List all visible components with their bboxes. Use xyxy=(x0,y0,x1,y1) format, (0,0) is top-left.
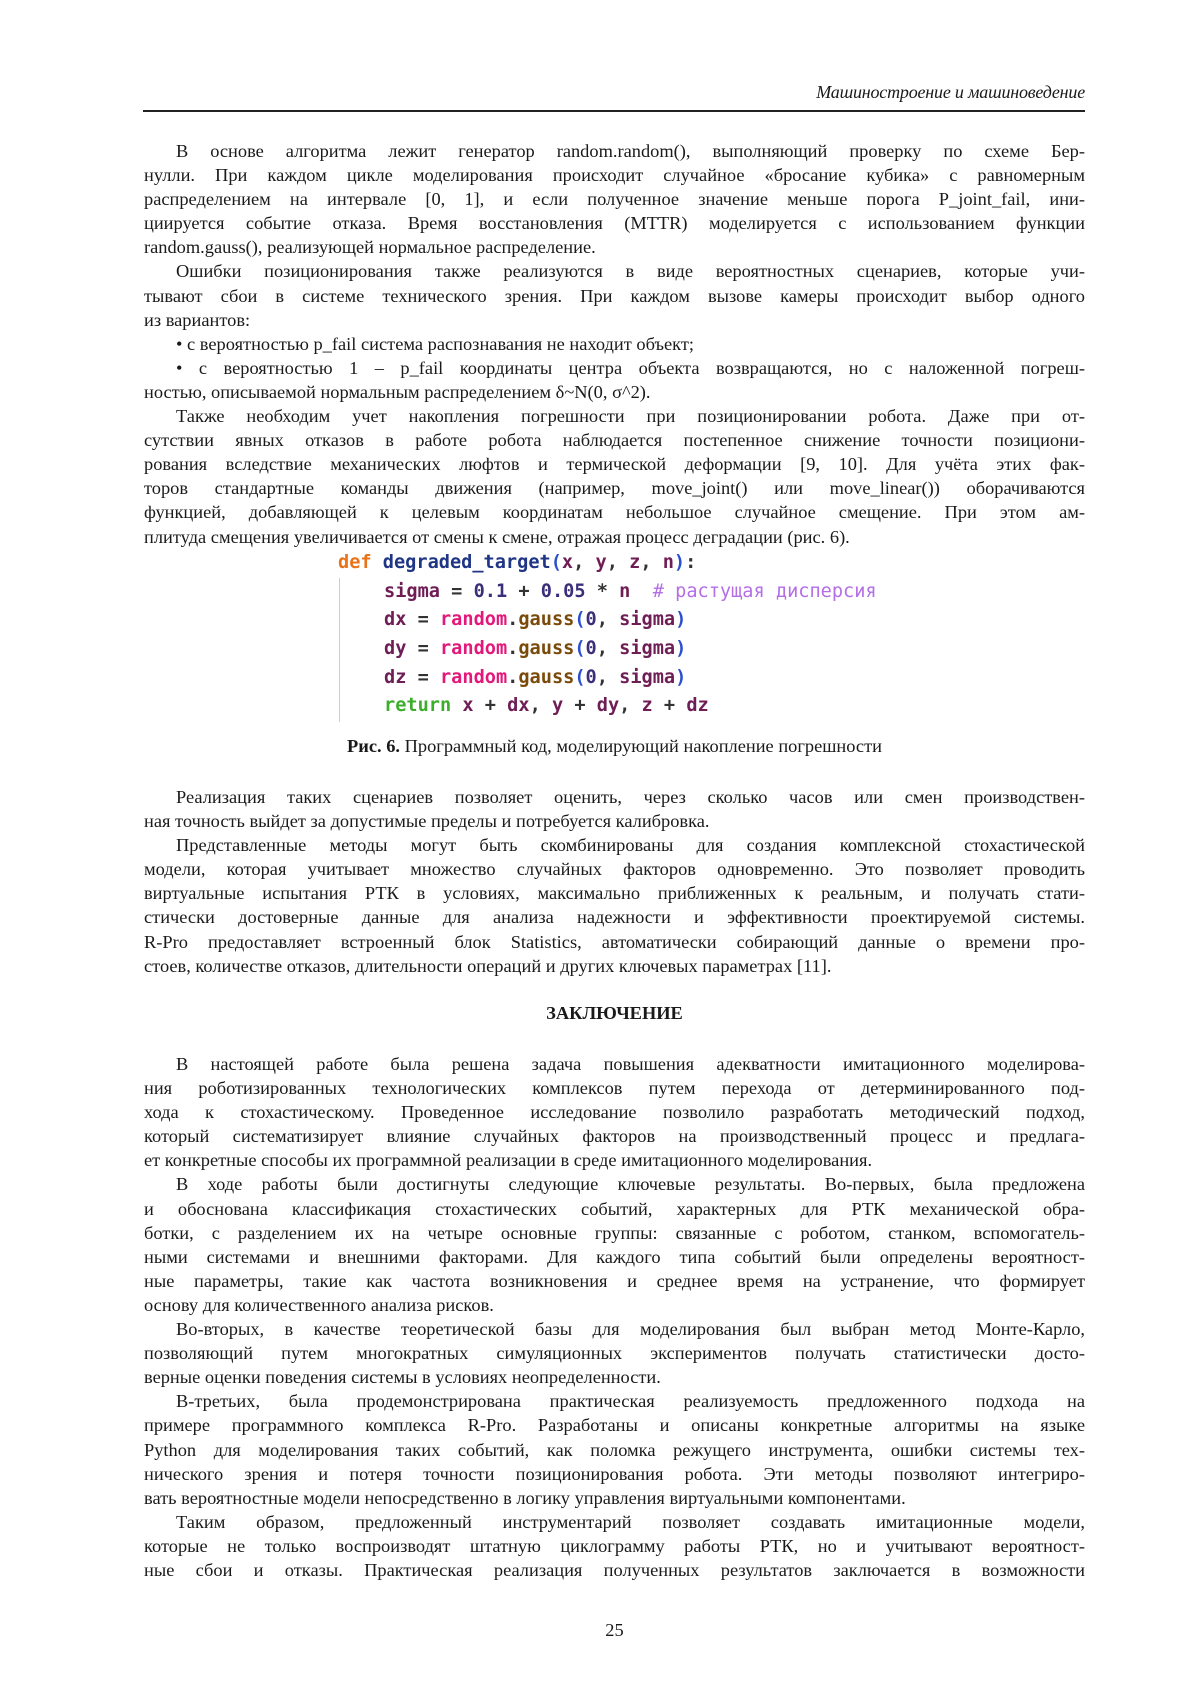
paragraph-line: плитуда смещения увеличивается от смены к смене, отражая процесс деградации (рис. 6). xyxy=(144,525,1085,549)
code-token: dz xyxy=(686,695,708,716)
paragraph-line: основу для количественного анализа рисков. xyxy=(144,1293,1085,1317)
paragraph-line: В основе алгоритма лежит генератор random.random(), выполняющий проверку по схеме Бер- xyxy=(144,139,1085,163)
code-token: random xyxy=(440,638,507,659)
body-section-1 xyxy=(144,139,1085,549)
code-token: gauss xyxy=(518,609,574,630)
code-token: , xyxy=(607,552,629,573)
paragraph-line: нулли. При каждом цикле моделирования происходит случайное «бросание кубика» с равномерным xyxy=(144,163,1085,187)
paragraph-line: тывают сбои в системе технического зрения. При каждом вызове камеры происходит выбор одного xyxy=(144,284,1085,308)
code-token: , xyxy=(640,552,662,573)
paragraph-line: Также необходим учет накопления погрешности при позиционировании робота. Даже при от- xyxy=(144,404,1085,428)
code-token: sigma xyxy=(619,667,675,688)
paragraph-line: вать вероятностные модели непосредственно в логику управления виртуальными компонентами. xyxy=(144,1486,1085,1510)
code-token: + xyxy=(653,695,687,716)
body-section-conclusion xyxy=(144,1052,1085,1582)
code-token: random xyxy=(440,667,507,688)
paragraph-line: В ходе работы были достигнуты следующие ключевые результаты. Во-первых, была предложена xyxy=(144,1172,1085,1196)
code-token: sigma xyxy=(384,581,440,602)
paragraph-line: ная точность выйдет за допустимые пределы и потребуется калибровка. xyxy=(144,809,1085,833)
code-token: = xyxy=(440,581,474,602)
code-token: dy xyxy=(384,638,406,659)
code-token: , xyxy=(597,667,619,688)
code-token: dy xyxy=(597,695,619,716)
paragraph-line: нического зрения и потеря точности позиционирования робота. Эти методы позволяют интегриро- xyxy=(144,1462,1085,1486)
code-token: y xyxy=(596,552,607,573)
code-token: = xyxy=(406,638,440,659)
code-line xyxy=(338,578,877,607)
code-token: gauss xyxy=(518,667,574,688)
paragraph-line: Реализация таких сценариев позволяет оценить, через сколько часов или смен производствен- xyxy=(144,785,1085,809)
paragraph-line: виртуальные испытания РТК в условиях, максимально приближенных к реальным, и получать стати- xyxy=(144,881,1085,905)
code-token: * xyxy=(586,581,620,602)
paragraph-line: Представленные методы могут быть скомбинированы для создания комплексной стохастической xyxy=(144,833,1085,857)
paragraph-line: хода к стохастическому. Проведенное исследование позволило разработать методический подход, xyxy=(144,1100,1085,1124)
code-token: dx xyxy=(384,609,406,630)
code-token: n xyxy=(619,581,630,602)
paragraph-line: циируется событие отказа. Время восстановления (MTTR) моделируется с использованием функции xyxy=(144,211,1085,235)
code-token: sigma xyxy=(619,609,675,630)
code-line xyxy=(338,635,877,664)
paragraph-line: • с вероятностью 1 – p_fail координаты центра объекта возвращаются, но с наложенной погреш- xyxy=(144,356,1085,380)
paragraph-line: которые не только воспроизводят штатную циклограмму работы РТК, но и учитывают вероятност- xyxy=(144,1534,1085,1558)
paragraph-line: Во-вторых, в качестве теоретической базы для моделирования был выбран метод Монте-Карло, xyxy=(144,1317,1085,1341)
code-token: degraded_target xyxy=(383,552,551,573)
paragraph-line: В-третьих, была продемонстрирована практическая реализуемость предложенного подхода на xyxy=(144,1389,1085,1413)
code-token: dx xyxy=(507,695,529,716)
code-token: ) xyxy=(675,638,686,659)
paragraph-line: торов стандартные команды движения (например, move_joint() или move_linear()) оборачиваются xyxy=(144,476,1085,500)
code-token: def xyxy=(338,552,372,573)
code-line xyxy=(338,692,877,721)
code-token: , xyxy=(530,695,552,716)
paragraph-line: ные параметры, такие как частота возникновения и среднее время на устранение, что формирует xyxy=(144,1269,1085,1293)
paragraph-line: верные оценки поведения системы в условиях неопределенности. xyxy=(144,1365,1085,1389)
paragraph-line: стоев, количестве отказов, длительности операций и других ключевых параметрах [11]. xyxy=(144,954,1085,978)
code-token: 0.1 xyxy=(474,581,508,602)
page-number: 25 xyxy=(144,1620,1085,1641)
code-token: . xyxy=(507,638,518,659)
paragraph-line: ные сбои и отказы. Практическая реализация полученных результатов заключается в возможности xyxy=(144,1558,1085,1582)
paragraph-line: сутствии явных отказов в работе робота наблюдается постепенное снижение точности позициони- xyxy=(144,428,1085,452)
code-token: , xyxy=(597,638,619,659)
paragraph-line: распределением на интервале [0, 1], и если полученное значение меньше порога P_joint_fail, ини- xyxy=(144,187,1085,211)
figure-caption xyxy=(144,736,1085,757)
paragraph-line: позволяющий путем многократных симуляционных экспериментов получать статистически досто- xyxy=(144,1341,1085,1365)
code-token: . xyxy=(507,667,518,688)
code-token: . xyxy=(507,609,518,630)
paragraph-line: ными системами и внешними факторами. Для каждого типа событий были определены вероятност- xyxy=(144,1245,1085,1269)
paragraph-line: из вариантов: xyxy=(144,308,1085,332)
code-token: z xyxy=(629,552,640,573)
paragraph-line: Таким образом, предложенный инструментарий позволяет создавать имитационные модели, xyxy=(144,1510,1085,1534)
code-token: ) xyxy=(675,609,686,630)
code-token: ( xyxy=(551,552,562,573)
code-token: x xyxy=(462,695,473,716)
code-token: y xyxy=(552,695,563,716)
paragraph-line: R-Pro предоставляет встроенный блок Statistics, автоматически собирающий данные о времени про- xyxy=(144,930,1085,954)
paragraph-line: Ошибки позиционирования также реализуются в виде вероятностных сценариев, которые учи- xyxy=(144,259,1085,283)
code-token: return xyxy=(384,695,451,716)
paragraph-line: ет конкретные способы их программной реализации в среде имитационного моделирования. xyxy=(144,1148,1085,1172)
code-token: dz xyxy=(384,667,406,688)
paragraph-line: ния роботизированных технологических комплексов путем перехода от детерминированного под- xyxy=(144,1076,1085,1100)
code-token: , xyxy=(597,609,619,630)
code-token: z xyxy=(642,695,653,716)
code-token: ) xyxy=(675,667,686,688)
code-token: = xyxy=(406,609,440,630)
code-token: ( xyxy=(574,638,585,659)
paragraph-line: В настоящей работе была решена задача повышения адекватности имитационного моделирова- xyxy=(144,1052,1085,1076)
code-token: n xyxy=(663,552,674,573)
paragraph-line: ботки, с разделением их на четыре основные группы: связанные с роботом, станком, вспомогатель- xyxy=(144,1221,1085,1245)
code-token: 0.05 xyxy=(541,581,586,602)
paragraph-line: и обоснована классификация стохастических событий, характерных для РТК механической обра- xyxy=(144,1197,1085,1221)
code-token: , xyxy=(619,695,641,716)
code-token: + xyxy=(563,695,597,716)
code-token: , xyxy=(573,552,595,573)
code-token: x xyxy=(562,552,573,573)
code-token: gauss xyxy=(518,638,574,659)
code-token: ( xyxy=(574,609,585,630)
code-token: + xyxy=(507,581,541,602)
code-token: # растущая дисперсия xyxy=(630,581,876,602)
section-heading-conclusion: ЗАКЛЮЧЕНИЕ xyxy=(144,1003,1085,1024)
paragraph-line: который систематизирует влияние случайных факторов на производственный процесс и предлага- xyxy=(144,1124,1085,1148)
paragraph-line: random.gauss(), реализующей нормальное распределение. xyxy=(144,235,1085,259)
code-token: + xyxy=(474,695,508,716)
code-token: : xyxy=(685,552,696,573)
body-section-2 xyxy=(144,785,1085,978)
code-token xyxy=(451,695,462,716)
code-token xyxy=(372,552,383,573)
code-token: 0 xyxy=(586,609,597,630)
code-token: ( xyxy=(574,667,585,688)
code-token: sigma xyxy=(619,638,675,659)
paragraph-line: рования вследствие механических люфтов и термической деформации [9, 10]. Для учёта этих фак- xyxy=(144,452,1085,476)
code-token: 0 xyxy=(586,667,597,688)
running-header: Машиностроение и машиноведение xyxy=(816,82,1085,103)
code-token: ) xyxy=(674,552,685,573)
code-token: 0 xyxy=(586,638,597,659)
paragraph-line: Python для моделирования таких событий, как поломка режущего инструмента, ошибки системы тех- xyxy=(144,1438,1085,1462)
header-rule xyxy=(143,110,1085,112)
paragraph-line: ностью, описываемой нормальным распределением δ~N(0, σ^2). xyxy=(144,380,1085,404)
code-line xyxy=(338,606,877,635)
paragraph-line: функцией, добавляющей к целевым координатам небольшое случайное смещение. При этом ам- xyxy=(144,500,1085,524)
paragraph-line: стически достоверные данные для анализа надежности и эффективности проектируемой системы. xyxy=(144,905,1085,929)
paragraph-line: • с вероятностью p_fail система распознавания не находит объект; xyxy=(144,332,1085,356)
code-listing xyxy=(338,549,877,721)
figure-label: Рис. 6. xyxy=(347,736,400,756)
paragraph-line: модели, которая учитывает множество случайных факторов одновременно. Это позволяет проводить xyxy=(144,857,1085,881)
code-line xyxy=(338,664,877,693)
code-token: = xyxy=(406,667,440,688)
paragraph-line: примере программного комплекса R-Pro. Разработаны и описаны конкретные алгоритмы на языке xyxy=(144,1413,1085,1437)
figure-caption-text: Программный код, моделирующий накопление погрешности xyxy=(400,736,882,756)
code-line xyxy=(338,549,877,578)
code-token: random xyxy=(440,609,507,630)
